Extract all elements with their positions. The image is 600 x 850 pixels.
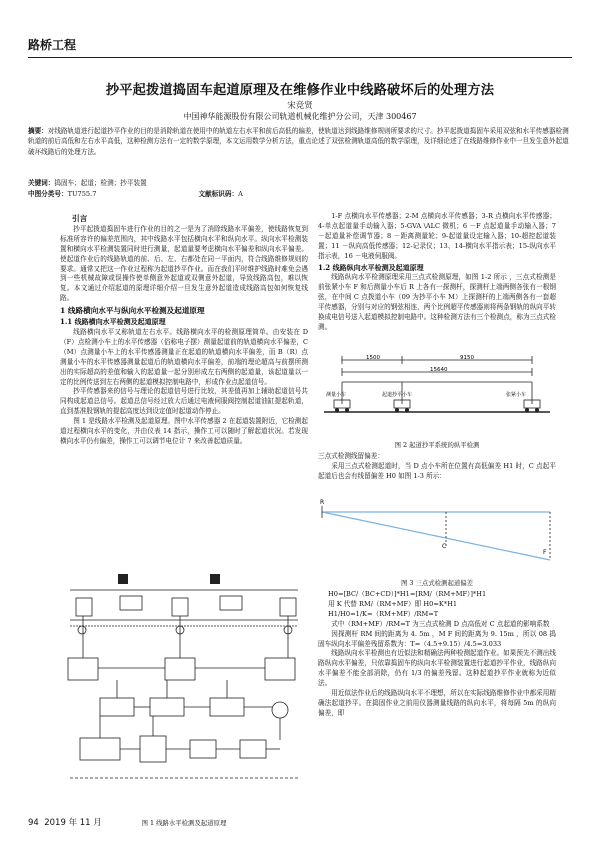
abstract-label: 摘要： [28, 127, 48, 135]
fig3-label-f: F [543, 549, 547, 556]
right-column-bottom [318, 590, 556, 719]
classification [28, 188, 572, 198]
figure-2-caption: 图 2 起道抄平系统的纵平检测 [394, 441, 480, 449]
figure-1-legend: 1-F 点横向水平传感器；2-M 点横向水平传感器；3-R 点横向水平传感器；4-单点起道量手动输入器；5-GVA \ALC 微机；6 －F 点起道量手动输入器；7 －起道量补偿调节器；8 －距离测量轮；9-起道量设定输入器；10-超控起道装置；11 －纵向高低传感器；12-记录仪；13、14-横向水平指示表；15-纵向水平指示表，16 －电液伺服阀。 [318, 212, 556, 260]
formula-line-3: H1/H0=1/K=（RM+MF）/RM=T [328, 609, 439, 618]
fig2-label-measure-car: 测量小车 [326, 392, 347, 398]
abstract-text: 对线路轨道进行起道抄平作业的目的是消除轨道在使用中的轨道左右水平和前后高低的偏差，使轨道达到线路维修规则所要求的尺寸。抄平起拨道捣固车采用双弦和水平传感器检测轨道的前后高低和左右水平高低，这种检测方法有一定的数学原理，本文运用数学分析方法，重点论述了双弦检测轨道高低的数学原理，及详细论述了在线路维修作业中一旦发生意外起道破坏线路后的处理方法。 [28, 127, 569, 156]
formula-line-1: H0=[BC/（BC+CD）]*H1=[RM/（RM+MF）]*H1 [328, 590, 487, 598]
fig3-label-r: R [320, 499, 325, 506]
abstract [28, 126, 572, 157]
intro-heading: 引言 [72, 214, 88, 223]
header-rule [28, 57, 572, 58]
figure-1-diagram [60, 568, 308, 798]
clc-value: TU755.7 [67, 190, 97, 198]
keywords-label: 关键词： [28, 179, 55, 187]
three-point-heading: 三点式检测线留偏差： [318, 452, 384, 460]
section-1-1-paragraph-2: 抄平传感器来的信号与理论的起道信号进行比较，其差值再加上辅助起道信号共同构成起道总信号。起道总信号经过放大后通过电液伺服阀控制起道油缸提起轨道，直到基准股钢轨的提起高度达到设定值时起道动作停止。 [60, 387, 308, 416]
section-1-2-paragraph: 线路纵向水平检测原理采用三点式检测原理，如图 1-2 所示 ，三点式检测是前张紧小车 F 和后测量小车后 R 上各有一探测杆，探测杆上端两侧各张有一根钢弦，在中间 C 点拨道小车（09 为抄平小车 M）上探测杆的上端两侧各有一套超平传感器，分别与对应的钢弦相连，两个比例超平传感器则将两条钢轨的纵向平转换成电信号送入起道模拟控制电路中。这种检测方法有三个检测点，称为三点式检测。 [318, 273, 556, 331]
page-number: 94 [28, 818, 39, 828]
affiliation: 中国神华能源股份有限公司轨道机械化维护分公司，天津 300467 [183, 112, 417, 121]
fig2-dim-15640: 15640 [430, 367, 448, 373]
fig2-dim-1500: 1500 [366, 355, 380, 361]
section-1-1-heading: 1.1 线路横向水平检测及起道原理 [60, 317, 166, 327]
fig2-label-tension-car: 张紧小车 [506, 392, 527, 398]
fig3-label-c: C [442, 543, 447, 550]
example-paragraph: 因探测杆 RM 间的距离为 4. 5m ，M F 间的距离为 9. 15m ，所以 08 捣固车纵向水平偏差残留系数为：T=（4.5+9.15）/4.5=3.033 [318, 629, 556, 648]
section-1-1-paragraph-1: 线路横向水平又称轨道左右水平。线路横向水平的检测原理简单。由安装在 D（F）点检测小车上的水平传感器（俗称电子摆）测量起道前的轨道横向水平偏差，C（M）点测量小车上的水平传感器测量正在起道的轨道横向水平偏差，而 B（R）点测量小车的水平传感器测量起道后的轨道横向水平偏差，前端的理论超高与前摆所测出的实际超高的差值和输入的起道量一起分别形成左右两侧的起道量，该起道量以一定的比例传送到左右两侧的起道模拟控制电路中，形成作业点起道信号。 [60, 327, 308, 386]
last-paragraph: 用近似法作业后的线路纵向水平不理想，所以在实际线路维修作业中都采用精确法起道抄平。在捣固作业之前用仪器测量线路的纵向水平，将每隔 5m 的纵向偏差，即 [318, 689, 556, 717]
right-column-mid [318, 452, 556, 482]
right-column-top [318, 212, 556, 333]
formula-line-2: 用 K 代替 RM/（RM+MF）即 H0=K*H1 [328, 599, 458, 608]
left-column [60, 212, 308, 447]
fig2-dim-9150: 9150 [460, 355, 474, 361]
keywords-text: 捣固车；起道；检测；抄平装置 [54, 179, 147, 187]
doc-value: A [238, 190, 243, 198]
page-footer [28, 816, 102, 828]
section-1-heading: 1 线路横向水平与纵向水平检测及起道原理 [60, 306, 205, 316]
coefficient-paragraph: 式中（RM+MF）/RM=T 为三点式检测 D 点高低对 C 点起道的影响系数 [331, 619, 550, 628]
author: 宋竞贤 [287, 101, 313, 111]
keywords [28, 177, 147, 187]
figure-1-caption: 图 1 线路水平检测及起道原理 [141, 819, 227, 827]
clc-label: 中图分类号： [28, 190, 68, 198]
conclusion-paragraph: 线路纵向水平检测也有近似法和精确法两种检测起道作业。如果预先不测出线路纵向水平偏差，只依靠捣固车的纵向水平检测装置进行起道抄平作业，线路纵向水平偏差不能全部消除，仍有 1/3 的偏差残留。这种起道抄平作业就称为近似法。 [318, 649, 556, 688]
doc-label: 文献标识码： [198, 190, 239, 198]
section-1-2-heading: 1.2 线路纵向水平检测及起道原理 [318, 262, 424, 272]
fig2-label-lift-car: 起道抄平小车 [382, 392, 413, 398]
journal-section: 路桥工程 [28, 38, 77, 52]
intro-paragraph: 抄平起拨道捣固车进行作业的目的之一是为了消除线路水平偏差，使线路恢复到标准所容许的偏差范围内，其中线路水平包括横向水平和纵向水平。纵向水平检测装置和横向水平检测装置同时进行测量，起道量要考虑横向水平偏差和纵向水平偏差。使起道作业后的线路轨道的前、后、左、右都处在同一平面内，符合线路维修规则的要求。通常又把这一作业过程称为起道抄平作业。而在我们平时维护线路时难免会遇到一些机械故障或误操作使单侧意外起道或双侧意外起道，导致线路高包，难以恢复。本文通过介绍起道的原理详细介绍一旦发生意外起道造成线路高包如何恢复线路。 [60, 224, 308, 303]
figure-2-diagram [322, 352, 552, 432]
paper-title: 抄平起拨道捣固车起道原理及在维修作业中线路破坏后的处理方法 [105, 83, 495, 98]
issue-date: 2019 年 11 月 [44, 818, 102, 828]
figure-3-caption: 图 3 三点式检测起道偏差 [400, 579, 474, 587]
figure-3-diagram [318, 498, 556, 570]
three-point-description: 采用三点式检测起道时，当 D 点小车所在位置有高低偏差 H1 时，C 点起平起道后也会有线留偏差 H0 如图 1-3 所示： [318, 461, 556, 480]
section-1-1-paragraph-3: 图 1 是线路水平检测及起道原理。图中水平传感器 2 在起道装置附近，它检测起道过程横向水平的变化，并由仪表 14 指示，操作工可以随时了解起道状况。若发现横向水平仍有偏差，操作工可以调节电位计 7 来改善起道质量。 [60, 417, 308, 445]
